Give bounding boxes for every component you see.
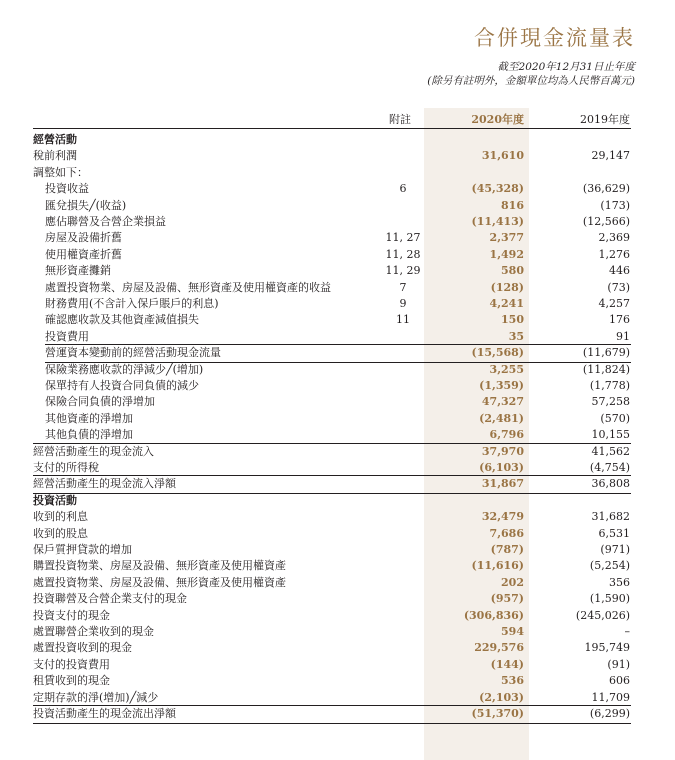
- table-row: [33, 148, 631, 164]
- table-row: [33, 214, 631, 230]
- row-label: 保險業務應收款的淨減少╱(增加): [45, 362, 204, 376]
- row-label: 保單持有人投資合同負債的減少: [45, 379, 199, 392]
- row-label: 營運資本變動前的經營活動現金流量: [45, 346, 221, 360]
- row-label: 投資支付的現金: [33, 608, 110, 622]
- value-2019: (36,629): [582, 182, 630, 196]
- value-2020: (15,568): [471, 346, 524, 360]
- row-label: 稅前利潤: [33, 149, 77, 163]
- value-2019: (6,299): [589, 707, 630, 720]
- table-row: [33, 247, 631, 263]
- value-2020: (957): [490, 592, 524, 606]
- value-2020: (128): [490, 280, 524, 294]
- table-row: [33, 509, 631, 525]
- value-2020: (2,481): [479, 411, 524, 425]
- table-row: [33, 640, 631, 656]
- section-heading-row: [33, 493, 631, 509]
- row-label: 投資活動產生的現金流出淨額: [33, 707, 176, 720]
- table-row: [33, 542, 631, 558]
- row-label: 處置聯營企業收到的現金: [33, 625, 154, 638]
- value-2019: (173): [600, 198, 630, 212]
- value-2019: (11,679): [582, 346, 630, 360]
- table-row: [33, 329, 631, 345]
- table-row: [33, 394, 631, 410]
- table-row: [33, 198, 631, 214]
- row-label: 經營活動產生的現金流入: [33, 444, 154, 458]
- row-label: 匯兌損失╱(收益): [45, 198, 127, 212]
- value-2019: 11,709: [591, 690, 630, 704]
- table-row: [33, 706, 631, 722]
- subtitle-period: 截至2020年12月31日止年度: [497, 61, 635, 73]
- value-2019: 29,147: [591, 149, 630, 163]
- value-2019: (971): [600, 543, 630, 556]
- value-2020: 580: [501, 264, 524, 278]
- row-label: 確認應收款及其他資產減值損失: [45, 313, 199, 327]
- value-2020: 35: [508, 329, 524, 343]
- row-label: 處置投資收到的現金: [33, 641, 132, 655]
- table-row: [33, 624, 631, 640]
- row-note: 7: [399, 280, 407, 294]
- row-note: 11, 27: [385, 231, 421, 245]
- row-note: 11, 28: [385, 247, 421, 261]
- value-2020: 594: [501, 625, 524, 638]
- table-row: [33, 165, 631, 181]
- value-2020: (306,836): [463, 608, 524, 622]
- row-label: 投資收益: [45, 182, 89, 196]
- value-2020: (6,103): [479, 461, 524, 474]
- table-row: [33, 345, 631, 361]
- value-2019: (570): [600, 411, 630, 425]
- row-label: 經營活動產生的現金流入淨額: [33, 477, 176, 491]
- row-label: 租賃收到的現金: [33, 674, 110, 688]
- row-label: 使用權資產折舊: [45, 247, 122, 261]
- table-row: [33, 558, 631, 574]
- value-2020: (1,359): [479, 379, 524, 392]
- value-2020: 47,327: [481, 395, 524, 409]
- table-row: [33, 657, 631, 673]
- row-label: 其他負債的淨增加: [45, 428, 133, 442]
- row-note: 11, 29: [385, 264, 421, 278]
- value-2020: (11,616): [471, 559, 524, 573]
- value-2020: 150: [501, 313, 524, 327]
- value-2020: (45,328): [471, 182, 524, 196]
- table-row: [33, 690, 631, 706]
- value-2019: 1,276: [598, 247, 630, 261]
- table-row: [33, 362, 631, 378]
- table-row: [33, 591, 631, 607]
- header-rule: [33, 128, 631, 129]
- row-label: 收到的利息: [33, 510, 88, 524]
- table-row: [33, 230, 631, 246]
- row-label: 支付的所得稅: [33, 461, 99, 474]
- row-label: 投資聯營及合營企業支付的現金: [33, 592, 187, 606]
- value-2020: 31,867: [481, 477, 524, 491]
- value-2019: 41,562: [591, 444, 630, 458]
- table-row: [33, 378, 631, 394]
- value-2019: (245,026): [575, 608, 630, 622]
- row-label: 支付的投資費用: [33, 657, 110, 671]
- value-2019: 57,258: [591, 395, 630, 409]
- value-2019: (4,754): [589, 461, 630, 474]
- table-row: [33, 263, 631, 279]
- table-row: [33, 444, 631, 460]
- table-row: [33, 673, 631, 689]
- row-label: 處置投資物業、房屋及設備、無形資產及使用權資產的收益: [45, 280, 331, 294]
- row-label: 收到的股息: [33, 526, 88, 540]
- table-row: [33, 427, 631, 443]
- row-note: 11: [396, 313, 410, 327]
- value-2019: (5,254): [589, 559, 630, 573]
- value-2019: 356: [609, 575, 630, 589]
- table-row: [33, 296, 631, 312]
- row-note: 6: [399, 182, 407, 196]
- row-label: 購置投資物業、房屋及設備、無形資產及使用權資產: [33, 559, 286, 573]
- value-2019: 36,808: [591, 477, 630, 491]
- value-2019: 4,257: [598, 297, 630, 310]
- value-2020: 4,241: [489, 297, 524, 310]
- year-2019-column-header: 2019年度: [580, 113, 630, 126]
- value-2019: 6,531: [598, 526, 630, 540]
- row-note: 9: [399, 297, 407, 310]
- value-2019: (73): [607, 280, 630, 294]
- value-2020: 37,970: [481, 444, 524, 458]
- table-row: [33, 181, 631, 197]
- table-row: [33, 608, 631, 624]
- value-2020: (11,413): [471, 215, 524, 228]
- value-2020: 229,576: [474, 641, 524, 655]
- value-2019: (1,590): [589, 592, 630, 606]
- value-2019: 606: [609, 674, 630, 688]
- row-label: 無形資產攤銷: [45, 264, 111, 278]
- table-row: [33, 411, 631, 427]
- page-subtitle: [427, 60, 635, 88]
- value-2019: (1,778): [589, 379, 630, 392]
- value-2020: 7,686: [489, 526, 524, 540]
- value-2020: (787): [490, 543, 524, 556]
- row-label: 經營活動: [33, 133, 77, 146]
- row-label: 其他資產的淨增加: [45, 411, 133, 425]
- table-row: [33, 476, 631, 492]
- subtitle-units: (除另有註明外，金額單位均為人民幣百萬元): [427, 75, 635, 87]
- value-2020: 31,610: [481, 149, 524, 163]
- value-2020: 3,255: [489, 362, 524, 376]
- row-label: 房屋及設備折舊: [45, 231, 122, 245]
- section-heading-row: [33, 132, 631, 148]
- row-label: 保險合同負債的淨增加: [45, 395, 155, 409]
- page-title: 合併現金流量表: [474, 26, 635, 50]
- value-2020: 1,492: [489, 247, 524, 261]
- table-row: [33, 312, 631, 328]
- value-2020: 6,796: [489, 428, 524, 442]
- value-2019: 31,682: [591, 510, 630, 524]
- value-2020: 816: [501, 198, 524, 212]
- table-row: [33, 280, 631, 296]
- value-2019: 195,749: [584, 641, 630, 655]
- value-2020: 32,479: [481, 510, 524, 524]
- value-2020: 202: [501, 575, 524, 589]
- value-2019: (12,566): [582, 215, 630, 228]
- row-label: 定期存款的淨(增加)╱減少: [33, 690, 159, 704]
- value-2020: 2,377: [489, 231, 524, 245]
- value-2019: 2,369: [598, 231, 630, 245]
- note-column-header: 附註: [389, 113, 411, 126]
- row-label: 應佔聯營及合營企業損益: [45, 215, 166, 228]
- value-2020: (2,103): [479, 690, 524, 704]
- value-2020: (51,370): [471, 707, 524, 720]
- value-2019: 176: [609, 313, 630, 327]
- table-row: [33, 526, 631, 542]
- row-label: 投資費用: [45, 329, 89, 343]
- value-2020: (144): [490, 657, 524, 671]
- value-2020: 536: [501, 674, 524, 688]
- table-row: [33, 575, 631, 591]
- row-label: 財務費用(不含計入保戶賬戶的利息): [45, 297, 219, 310]
- year-2020-column-header: 2020年度: [471, 113, 524, 126]
- value-2019: –: [624, 625, 630, 638]
- value-2019: (11,824): [582, 362, 630, 376]
- row-label: 保戶質押貸款的增加: [33, 543, 132, 556]
- value-2019: 446: [609, 264, 630, 278]
- value-2019: 10,155: [591, 428, 630, 442]
- value-2019: 91: [616, 329, 630, 343]
- row-label: 處置投資物業、房屋及設備、無形資產及使用權資產: [33, 575, 286, 589]
- table-row: [33, 460, 631, 476]
- row-label: 投資活動: [33, 493, 77, 507]
- row-label: 調整如下：: [33, 165, 88, 179]
- value-2019: (91): [607, 657, 630, 671]
